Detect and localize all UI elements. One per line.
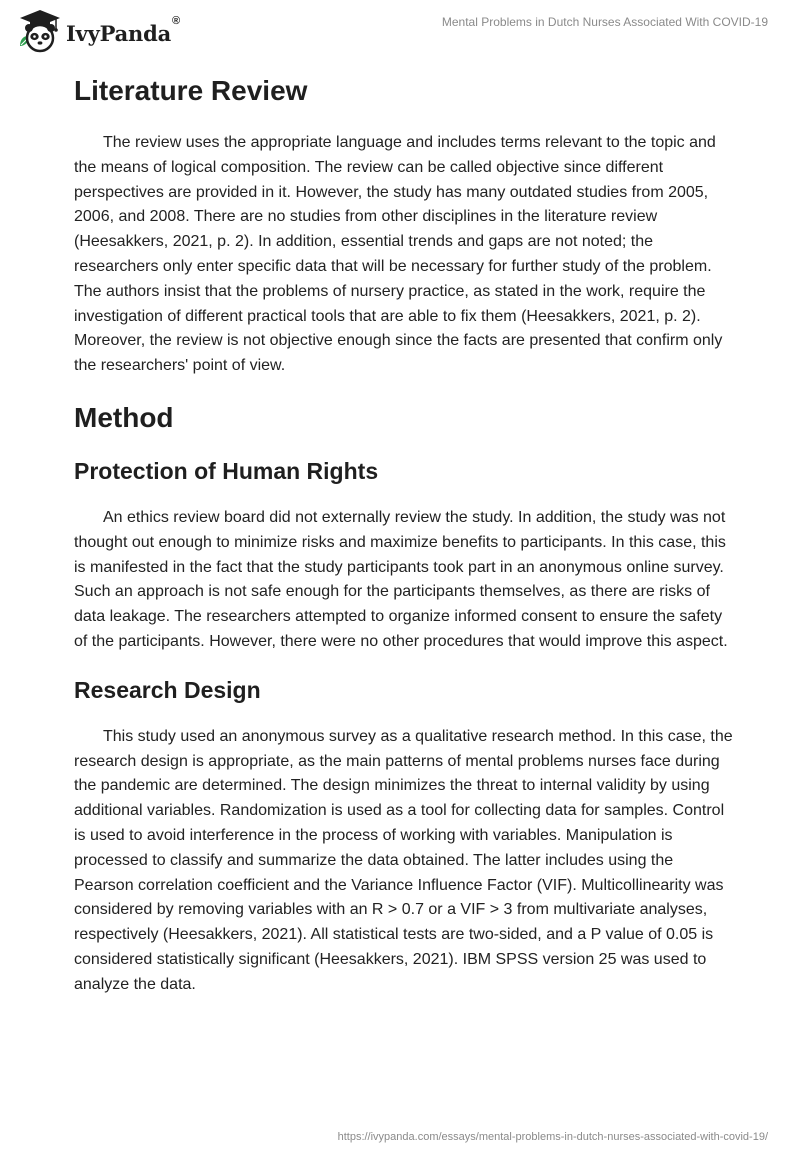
paragraph-protection-of-human-rights: An ethics review board did not externally review the study. In addition, the study was not thought out enough to minimize risks and maximize benefits to participants. In this case, this is manifested in the fact that the study participants took part in an anonymous online survey. Such an approach is not safe enough for the participants themselves, as there are risks of data leakage. The researchers attempted to organize informed consent to ensure the safety of the participants. However, there were no other procedures that would improve this aspect. bbox=[74, 508, 728, 650]
page-header bbox=[0, 0, 800, 62]
essay-content bbox=[74, 72, 734, 998]
section-research-design bbox=[74, 675, 734, 998]
heading-method: Method bbox=[74, 401, 174, 433]
source-url[interactable]: https://ivypanda.com/essays/mental-problems-in-dutch-nurses-associated-with-covid-19/ bbox=[337, 1131, 768, 1143]
registered-mark: ® bbox=[172, 14, 180, 27]
ivypanda-logo[interactable] bbox=[16, 8, 180, 56]
section-protection-of-human-rights bbox=[74, 456, 734, 655]
panda-graduate-icon bbox=[16, 8, 64, 56]
section-literature-review bbox=[74, 72, 734, 379]
heading-protection-of-human-rights: Protection of Human Rights bbox=[74, 457, 379, 484]
heading-research-design: Research Design bbox=[74, 676, 261, 703]
brand-name: IvyPanda® bbox=[66, 14, 180, 46]
paragraph-research-design: This study used an anonymous survey as a qualitative research method. In this case, the research design is appropriate, as the main patterns of mental problems nurses face during the pandemic are determined. The design minimizes the threat to internal validity by using additional variables. Randomization is used as a tool for collecting data for samples. Control is used to avoid interference in the process of working with variables. Manipulation is processed to classify and summarize the data obtained. The latter includes using the Pearson correlation coefficient and the Variance Influence Factor (VIF). Multicollinearity was considered by removing variables with an R > 0.7 or a VIF > 3 from multivariate analyses, respectively (Heesakkers, 2021). All statistical tests are two-sided, and a P value of 0.05 is considered statistically significant (Heesakkers, 2021). IBM SPSS version 25 was used to analyze the data. bbox=[74, 727, 733, 993]
paragraph-literature-review: The review uses the appropriate language and includes terms relevant to the topic and the means of logical composition. The review can be called objective since different perspectives are provided in it. However, the study has many outdated studies from 2005, 2006, and 2008. There are no studies from other disciplines in the literature review (Heesakkers, 2021, p. 2). In addition, essential trends and gaps are not noted; the researchers only enter specific data that will be necessary for further study of the problem. The authors insist that the problems of nursery practice, as stated in the work, require the investigation of different practical tools that are able to fix them (Heesakkers, 2021, p. 2). Moreover, the review is not objective enough since the facts are presented that confirm only the researchers' point of view. bbox=[74, 134, 723, 375]
document-title: Mental Problems in Dutch Nurses Associated With COVID-19 bbox=[441, 15, 768, 29]
section-method bbox=[74, 399, 734, 437]
heading-literature-review: Literature Review bbox=[74, 75, 308, 106]
